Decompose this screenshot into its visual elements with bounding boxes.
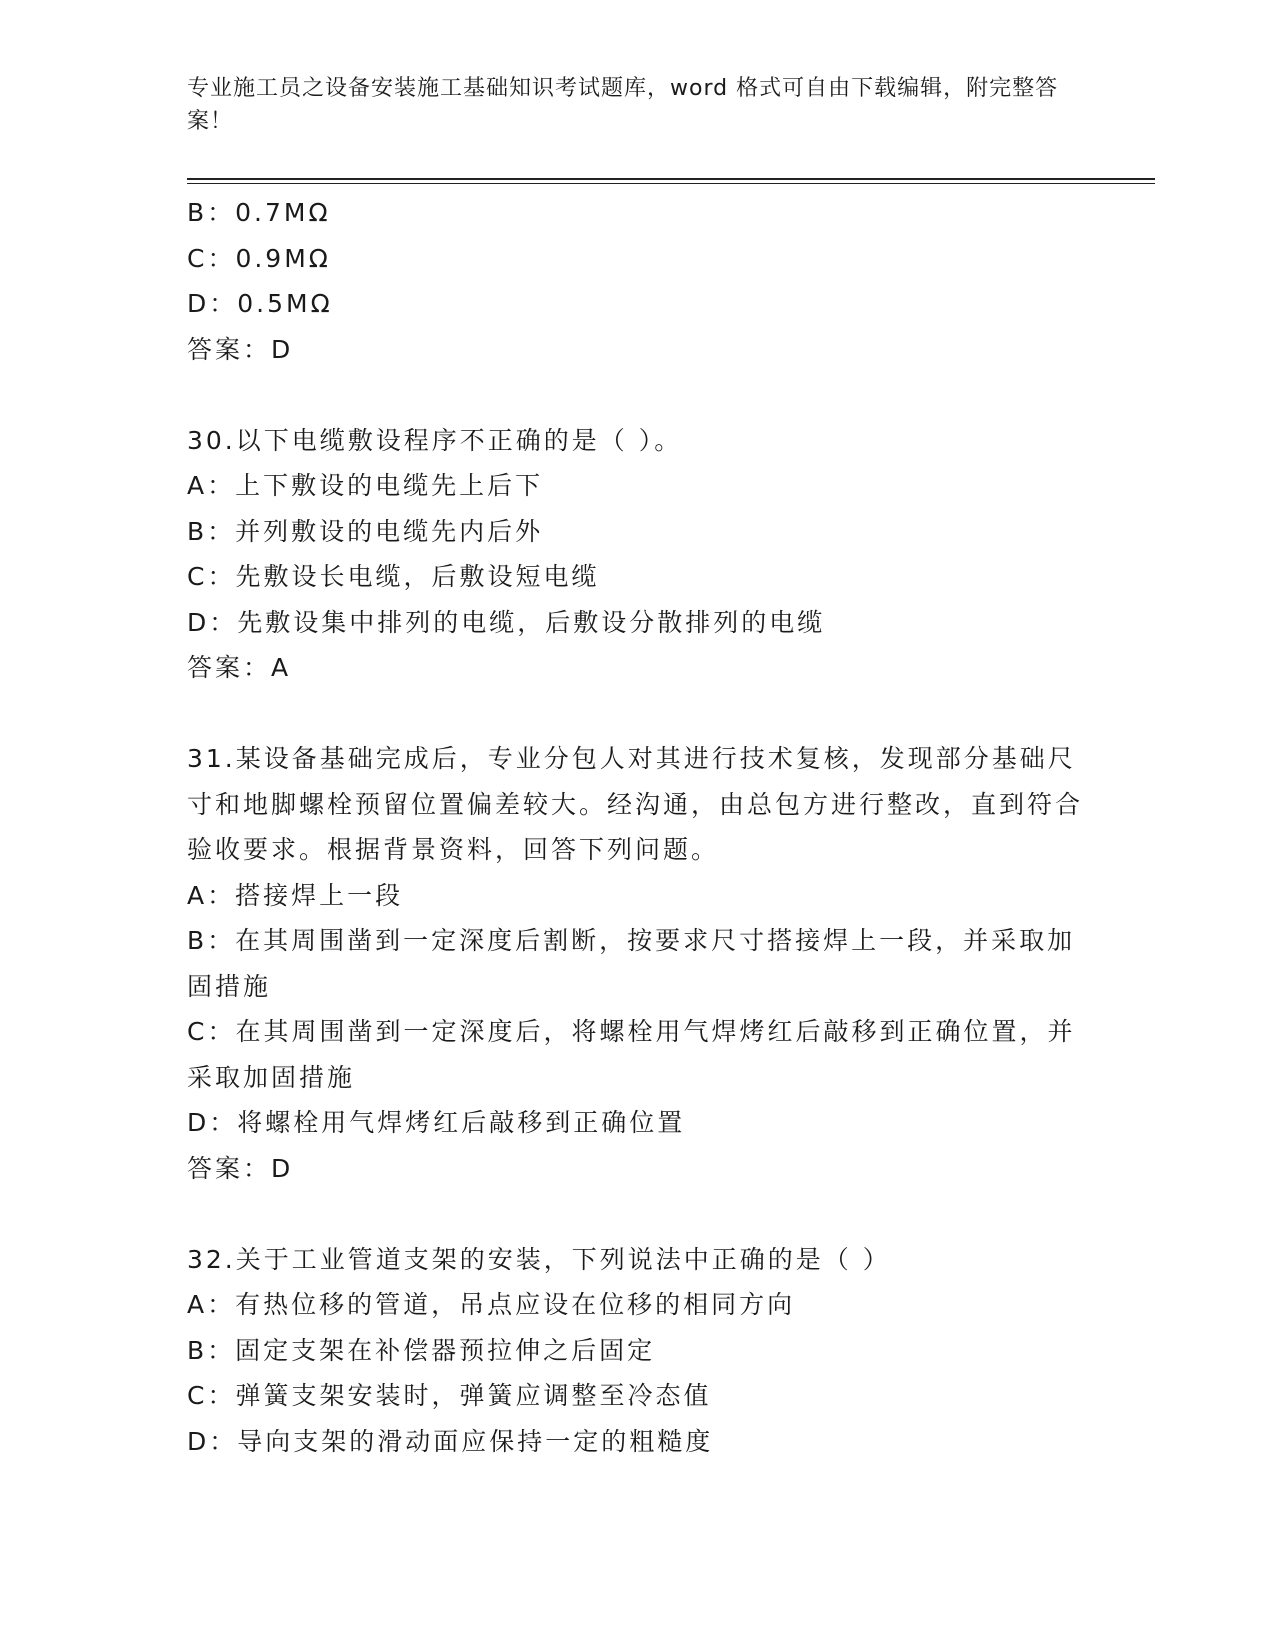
option-a: A：搭接焊上一段	[187, 880, 404, 910]
option-d: D：将螺栓用气焊烤红后敲移到正确位置	[187, 1108, 686, 1137]
question-content	[187, 190, 1087, 1464]
question-stem: 30.以下电缆敷设程序不正确的是（ ）。	[187, 425, 683, 455]
option-c: C：0.9MΩ	[187, 243, 331, 273]
question-stem: 32.关于工业管道支架的安装，下列说法中正确的是（ ）	[187, 1244, 891, 1274]
header-rule-thin	[187, 183, 1155, 184]
option-a: A：上下敷设的电缆先上后下	[187, 471, 544, 500]
header-rule	[187, 178, 1155, 180]
option-c: C：在其周围凿到一定深度后，将螺栓用气焊烤红后敲移到正确位置，并采取加固措施	[187, 1017, 1076, 1092]
option-b: B：0.7MΩ	[187, 198, 331, 227]
question-stem: 31.某设备基础完成后，专业分包人对其进行技术复核，发现部分基础尺寸和地脚螺栓预留位置偏差较大。经沟通，由总包方进行整改，直到符合验收要求。根据背景资料，回答下列问题。	[187, 744, 1084, 864]
option-c: C：先敷设长电缆，后敷设短电缆	[187, 562, 600, 591]
option-d: D：导向支架的滑动面应保持一定的粗糙度	[187, 1426, 714, 1456]
answer: 答案：A	[187, 653, 292, 682]
option-b: B：在其周围凿到一定深度后割断，按要求尺寸搭接焊上一段，并采取加固措施	[187, 926, 1076, 1001]
answer: 答案：D	[187, 1153, 294, 1183]
option-a: A：有热位移的管道，吊点应设在位移的相同方向	[187, 1290, 796, 1319]
option-b: B：并列敷设的电缆先内后外	[187, 516, 544, 546]
option-d: D：先敷设集中排列的电缆，后敷设分散排列的电缆	[187, 607, 826, 637]
option-c: C：弹簧支架安装时，弹簧应调整至冷态值	[187, 1381, 712, 1410]
page-header: 专业施工员之设备安装施工基础知识考试题库，word 格式可自由下载编辑，附完整答案！	[187, 76, 1059, 134]
answer: 答案：D	[187, 334, 294, 364]
option-b: B：固定支架在补偿器预拉伸之后固定	[187, 1335, 656, 1365]
option-d: D：0.5MΩ	[187, 289, 333, 318]
